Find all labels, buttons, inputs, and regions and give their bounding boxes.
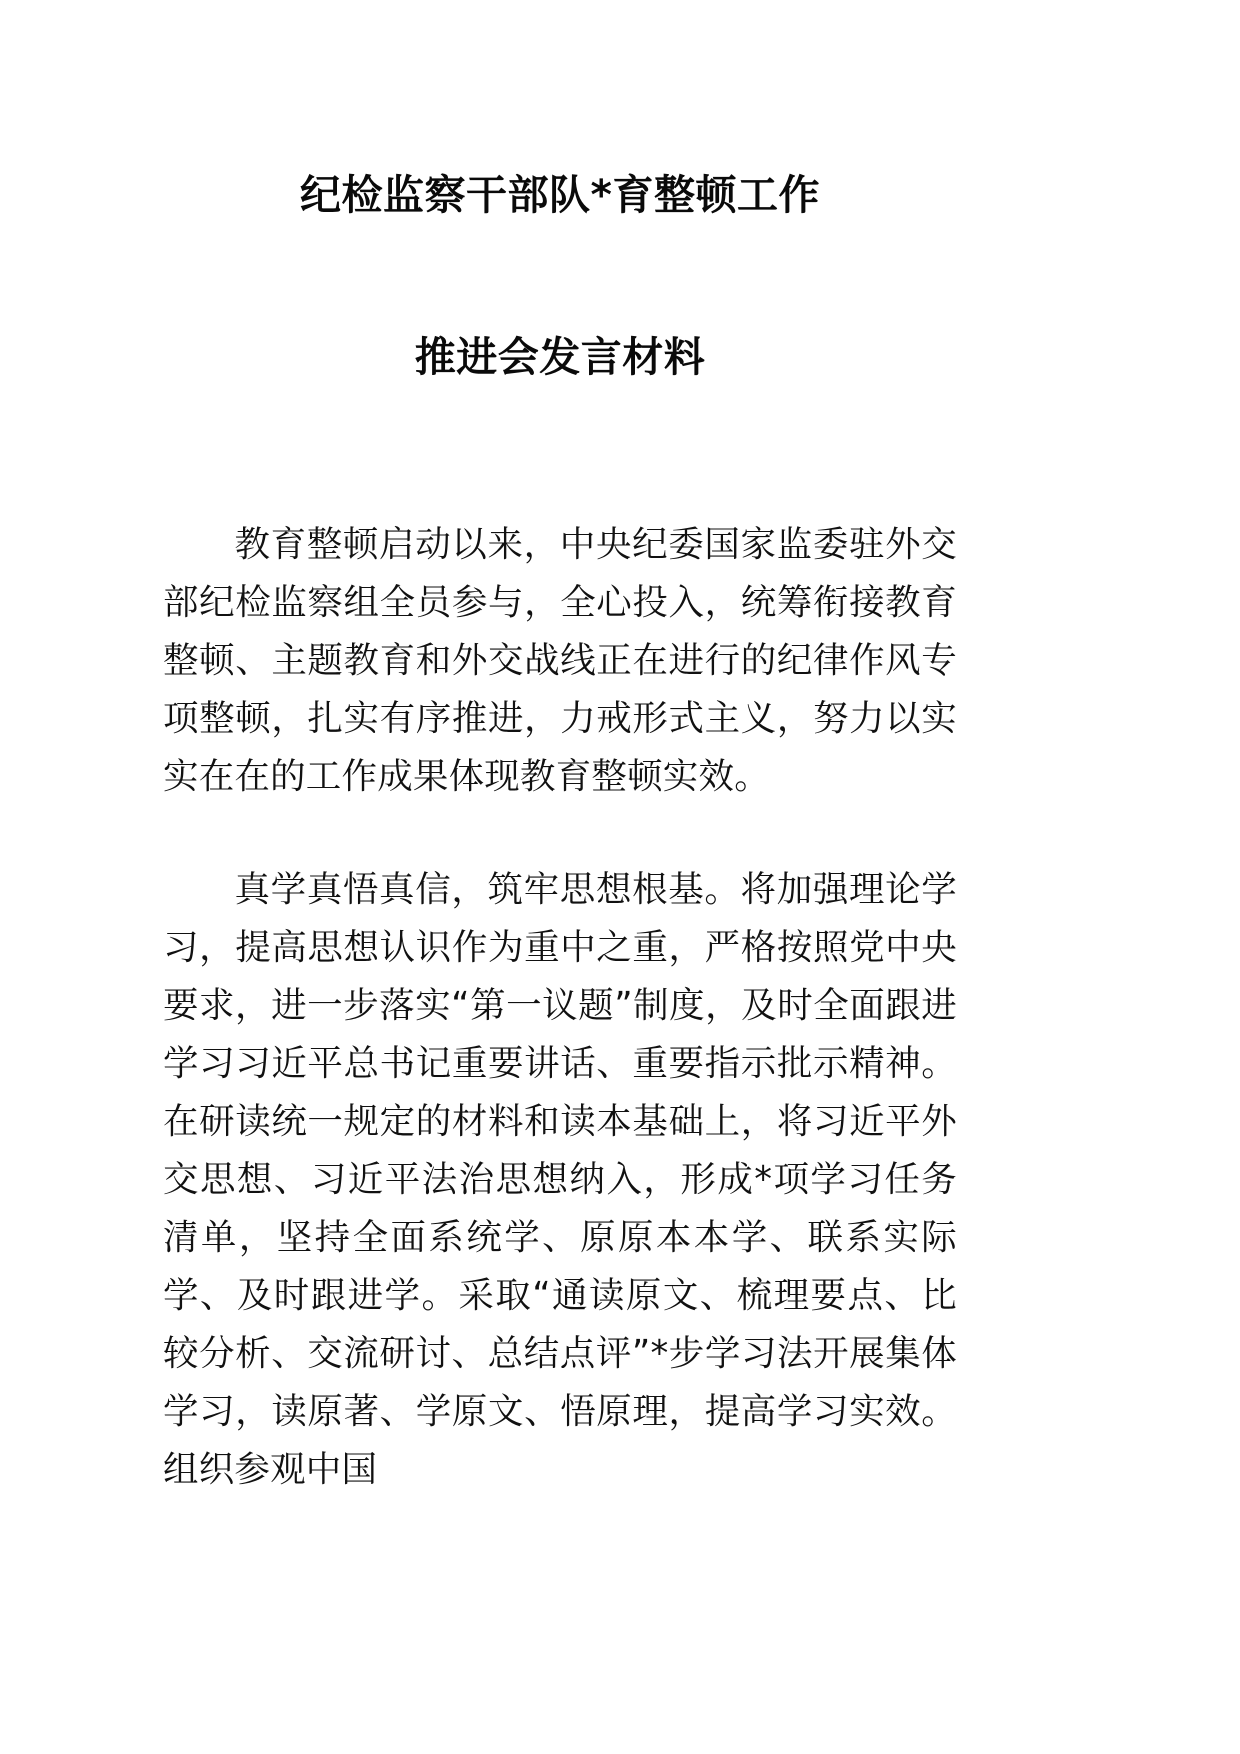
document-title-line-2: 推进会发言材料 bbox=[414, 333, 706, 382]
body-paragraph-1 bbox=[163, 516, 957, 806]
body-paragraph-2-text: 真学真悟真信，筑牢思想根基。将加强理论学习，提高思想认识作为重中之重，严格按照党中央要求，进一步落实“第一议题”制度，及时全面跟进学习习近平总书记重要讲话、重要指示批示精神。在研读统一规定的材料和读本基础上，将习近平外交思想、习近平法治思想纳入，形成*项学习任务清单，坚持全面系统学、原原本本学、联系实际学、及时跟进学。采取“通读原文、梳理要点、比较分析、交流研讨、总结点评”*步学习法开展集体学习，读原著、学原文、悟原理，提高学习实效。组织参观中国 bbox=[163, 868, 957, 1490]
document-title-block bbox=[163, 0, 957, 386]
document-body bbox=[163, 0, 957, 1499]
body-paragraph-2 bbox=[163, 861, 957, 1499]
document-title-line-1: 纪检监察干部队*育整顿工作 bbox=[300, 171, 820, 219]
body-paragraph-1-text: 教育整顿启动以来，中央纪委国家监委驻外交部纪检监察组全员参与，全心投入，统筹衔接教育整顿、主题教育和外交战线正在进行的纪律作风专项整顿，扎实有序推进，力戒形式主义，努力以实实在在的工作成果体现教育整顿实效。 bbox=[163, 523, 957, 797]
